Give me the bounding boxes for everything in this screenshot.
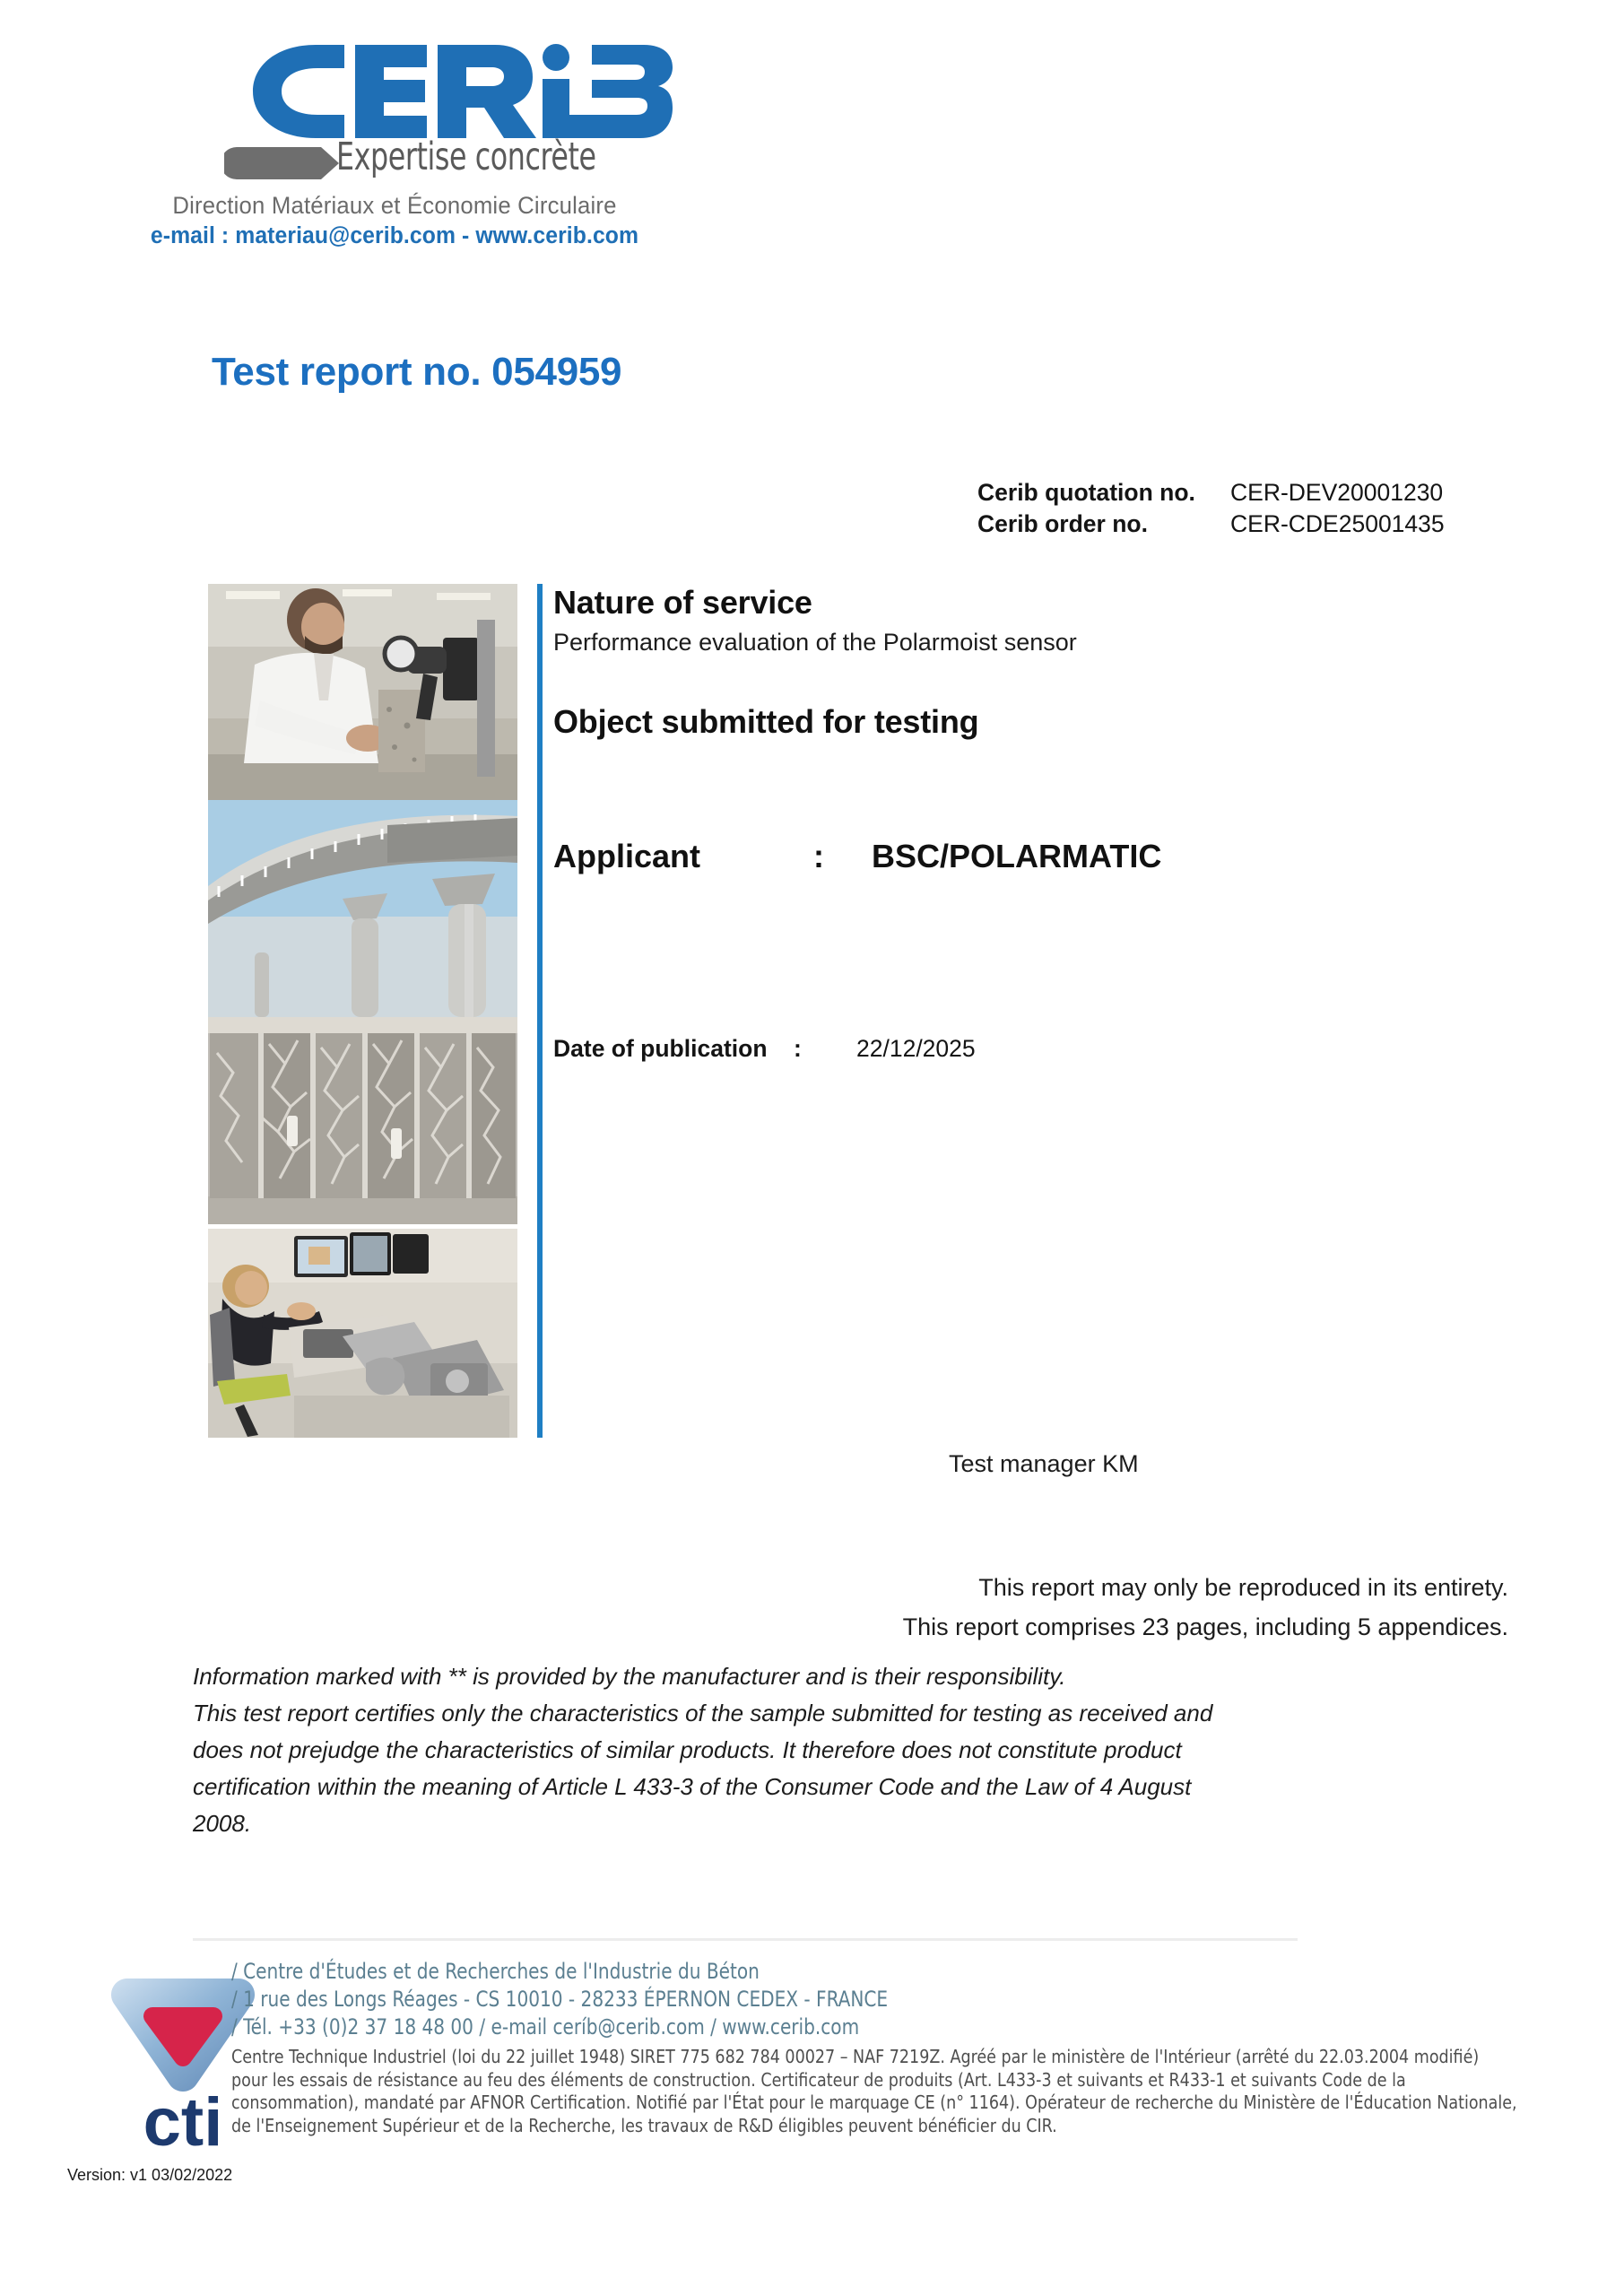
footer-address-line-1: / Centre d'Études et de Recherches de l'Industrie du Béton xyxy=(231,1959,760,1984)
footer-legal-text: Centre Technique Industriel (loi du 22 juillet 1948) SIRET 775 682 784 00027 – NAF 7219Z. Agréé par le ministère de l'Intérieur (arrêté du 22.03.2004 modifié) pour les essais de résistance au feu des éléments de construction. Certificateur de produits (Art. L433-3 et suivants et R433-1 et suivants Code de la consommation), mandaté par AFNOR Certification. Notifié par l'État pour le marquage CE (n° 1164). Opérateur de recherche du Ministère de l'Éducation Nationale, de l'Enseignement Supérieur et de la Recherche, les travaux de R&D éligibles peuvent bénéficier du CIR. xyxy=(231,2046,1517,2136)
nature-of-service-text: Performance evaluation of the Polarmoist sensor xyxy=(553,629,1077,656)
quotation-value: CER-DEV20001230 xyxy=(1230,479,1444,506)
cerib-wordmark-logo xyxy=(251,43,673,140)
disclaimer-line-1: Information marked with ** is provided by the manufacturer and is their responsibility. xyxy=(193,1663,1066,1690)
object-submitted-heading: Object submitted for testing xyxy=(553,703,979,740)
footer-divider xyxy=(193,1938,1298,1941)
reproduction-notice xyxy=(553,1568,1508,1647)
page-title: Test report no. 054959 xyxy=(212,350,622,394)
photo-concrete-viaduct-bridge-structure xyxy=(208,800,517,1017)
quotation-label: Cerib quotation no. xyxy=(977,479,1195,506)
disclaimer-line-2: This test report certifies only the characteristics of the sample submitted for testing as received and does not prejudge the characteristics of similar products. It therefore does not constitute product certification within the meaning of Article L 433-3 of the Consumer Code and the Law of 4 August 2008. xyxy=(193,1700,1213,1837)
cti-wordmark: cti xyxy=(143,2084,223,2154)
applicant-separator: : xyxy=(813,838,824,874)
applicant-value: BSC/POLARMATIC xyxy=(872,838,1162,874)
reference-row-quotation xyxy=(977,479,1533,510)
disclaimer-block xyxy=(193,1658,1251,1842)
applicant-row xyxy=(553,838,1161,875)
date-of-publication-row xyxy=(553,1035,976,1063)
notice-line-2: This report comprises 23 pages, including 5 appendices. xyxy=(902,1613,1508,1640)
reference-block xyxy=(977,479,1533,542)
photo-decorative-precast-concrete-panels xyxy=(208,1017,517,1224)
date-label: Date of publication xyxy=(553,1035,768,1062)
vertical-divider xyxy=(537,584,543,1438)
applicant-label: Applicant xyxy=(553,838,701,874)
photo-lab-technician-testing-concrete-sample xyxy=(208,584,517,800)
photo-laboratory-workstation-operator xyxy=(208,1229,517,1438)
order-value: CER-CDE25001435 xyxy=(1230,510,1445,537)
nature-of-service-heading: Nature of service xyxy=(553,584,812,621)
test-manager-label: Test manager KM xyxy=(949,1450,1139,1477)
contact-line: e-mail : materiau@cerib.com - www.cerib.com xyxy=(150,223,639,248)
photo-strip xyxy=(208,584,517,1438)
cerib-tagline: Expertise concrète xyxy=(336,135,596,179)
footer-address-line-2: / 1 rue des Longs Réages - CS 10010 - 28233 ÉPERNON CEDEX - FRANCE xyxy=(231,1987,889,2012)
cerib-logo-block xyxy=(117,43,673,249)
order-label: Cerib order no. xyxy=(977,510,1148,537)
footer-address xyxy=(231,1958,888,2041)
document-version: Version: v1 03/02/2022 xyxy=(67,2166,233,2184)
cerib-tagline-row xyxy=(117,135,673,187)
notice-line-1: This report may only be reproduced in its entirety. xyxy=(978,1574,1508,1601)
logo-pill-shape xyxy=(224,147,341,184)
date-value: 22/12/2025 xyxy=(856,1035,976,1062)
department-line: Direction Matériaux et Économie Circulaire xyxy=(172,192,617,219)
footer-address-line-3: / Tél. +33 (0)2 37 18 48 00 / e-mail ceríb@cerib.com / www.cerib.com xyxy=(231,2014,860,2039)
date-separator: : xyxy=(794,1035,802,1062)
reference-row-order xyxy=(977,510,1533,542)
main-content xyxy=(553,584,1522,1062)
